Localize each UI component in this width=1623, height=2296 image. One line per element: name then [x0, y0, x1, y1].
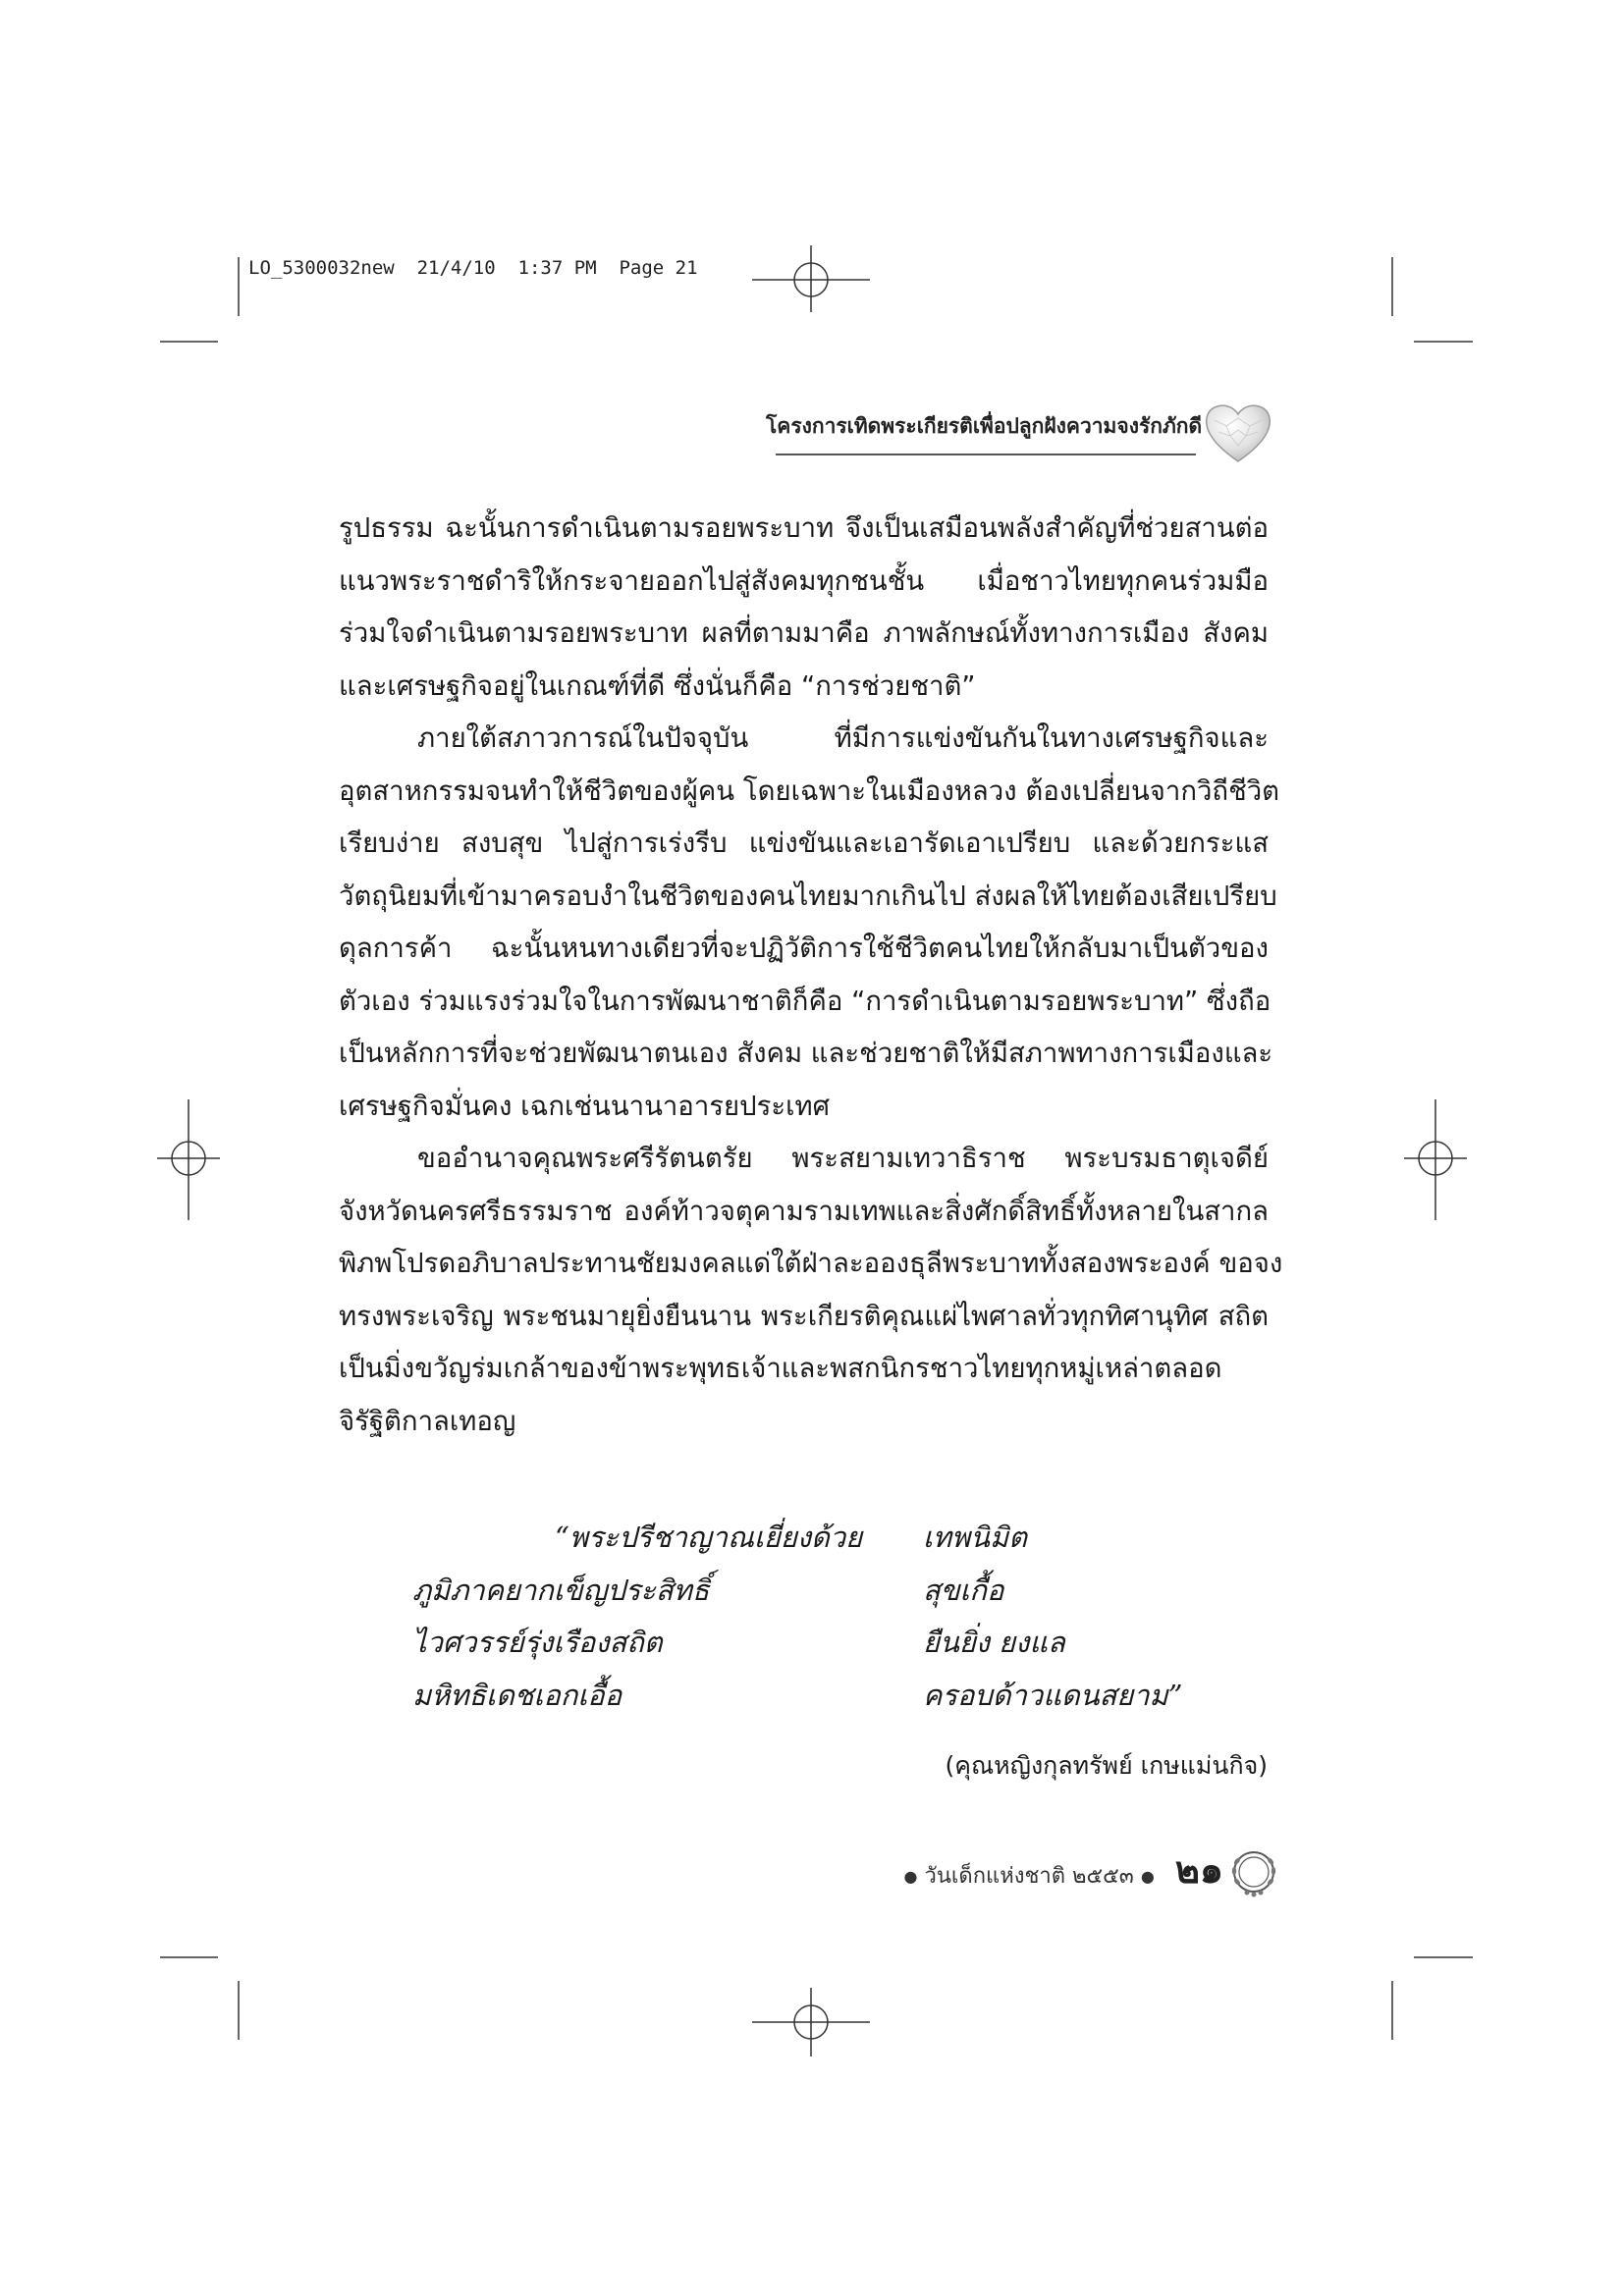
poem-line-left: ไวศวรรย์รุ่งเรืองสถิต [412, 1626, 663, 1659]
page-footer [904, 1845, 1223, 1901]
print-slug: LO_5300032new 21/4/10 1:37 PM Page 21 [248, 257, 698, 279]
paragraph-2-line: เรียบง่าย สงบสุข ไปสู่การเร่งรีบ แข่งขันและเอารัดเอาเปรียบ และด้วยกระแส [339, 828, 1269, 859]
poem-line-right: ยืนยิ่ง ยงแล [923, 1626, 1065, 1659]
registration-mark-icon [752, 1988, 870, 2056]
paragraph-3-line: จังหวัดนครศรีธรรมราช องค์ท้าวจตุคามรามเทพและสิ่งศักดิ์สิทธิ์ทั้งหลายในสากล [339, 1195, 1269, 1227]
running-head-rule [776, 454, 1196, 455]
paragraph-1-line: รูปธรรม ฉะนั้นการดำเนินตามรอยพระบาท จึงเป็นเสมือนพลังสำคัญที่ช่วยสานต่อ [339, 512, 1269, 544]
paragraph-2-line: ภายใต้สภาวการณ์ในปัจจุบัน ที่มีการแข่งขันกันในทางเศรษฐกิจและ [417, 722, 1269, 754]
heart-ornament-icon [1203, 400, 1273, 465]
poem-attribution: (คุณหญิงกุลทรัพย์ เกษแม่นกิจ) [945, 1751, 1268, 1780]
poem-line-right: สุขเกื้อ [923, 1573, 1004, 1607]
paragraph-3-line: จิรัฐิติกาลเทอญ [339, 1405, 516, 1437]
poem-line [412, 1670, 1276, 1723]
paragraph-3-line: เป็นมิ่งขวัญร่มเกล้าของข้าพระพุทธเจ้าและพสกนิกรชาวไทยทุกหมู่เหล่าตลอด [339, 1353, 1222, 1384]
registration-mark-icon [1404, 1099, 1467, 1220]
paragraph-1-line: ร่วมใจดำเนินตามรอยพระบาท ผลที่ตามมาคือ ภาพลักษณ์ทั้งทางการเมือง สังคม [339, 617, 1269, 649]
poem-line-left: “พระปรีชาญาณเยี่ยงด้วย [555, 1521, 863, 1554]
bullet-icon: ● [1140, 1867, 1155, 1886]
paragraph-3-line: พิภพโปรดอภิบาลประทานชัยมงคลแด่ใต้ฝ่าละอองธุลีพระบาททั้งสองพระองค์ ขอจง [339, 1248, 1283, 1279]
poem-line-left: มหิทธิเดชเอกเอื้อ [412, 1678, 622, 1712]
paragraph-1-line: แนวพระราชดำริให้กระจายออกไปสู่สังคมทุกชนชั้น เมื่อชาวไทยทุกคนร่วมมือ [339, 564, 1269, 597]
poem-line [412, 1565, 1276, 1618]
poem-line-left: ภูมิภาคยากเข็ญประสิทธิ์ [412, 1573, 710, 1607]
paragraph-2-line: ดุลการค้า ฉะนั้นหนทางเดียวที่จะปฏิวัติการใช้ชีวิตคนไทยให้กลับมาเป็นตัวของ [339, 933, 1269, 964]
bullet-icon: ● [903, 1867, 918, 1886]
paragraph-2-line: วัตถุนิยมที่เข้ามาครอบงำในชีวิตของคนไทยมากเกินไป ส่งผลให้ไทยต้องเสียเปรียบ [339, 880, 1277, 912]
publication-name: วันเด็กแห่งชาติ ๒๕๕๓ [924, 1864, 1134, 1889]
paragraph-2-line: เป็นหลักการที่จะช่วยพัฒนาตนเอง สังคม และช่วยชาติให้มีสภาพทางการเมืองและ [339, 1038, 1273, 1069]
paragraph-1-line: และเศรษฐกิจอยู่ในเกณฑ์ที่ดี ซึ่งนั่นก็คือ “การช่วยชาติ” [339, 669, 976, 702]
body-text [339, 503, 1283, 1448]
paragraph-3-line: ขออำนาจคุณพระศรีรัตนตรัย พระสยามเทวาธิราช พระบรมธาตุเจดีย์ [417, 1143, 1269, 1174]
poem-line [412, 1512, 1276, 1565]
page-number: ๒๑ [1174, 1848, 1223, 1892]
wreath-ornament-icon [1225, 1843, 1282, 1900]
running-head: โครงการเทิดพระเกียรติเพื่อปลูกฝังความจงรักภักดี [766, 413, 1203, 438]
poem-line [412, 1617, 1276, 1670]
poem-line-right: ครอบด้าวแดนสยาม” [923, 1678, 1183, 1712]
poem-line-right: เทพนิมิต [923, 1521, 1027, 1554]
registration-mark-icon [752, 245, 870, 312]
paragraph-2-line: อุตสาหกรรมจนทำให้ชีวิตของผู้คน โดยเฉพาะในเมืองหลวง ต้องเปลี่ยนจากวิถีชีวิต [339, 774, 1280, 807]
paragraph-3-line: ทรงพระเจริญ พระชนมายุยิ่งยืนนาน พระเกียรติคุณแผ่ไพศาลทั่วทุกทิศานุทิศ สถิต [339, 1300, 1269, 1332]
registration-mark-icon [157, 1099, 220, 1220]
paragraph-2-line: ตัวเอง ร่วมแรงร่วมใจในการพัฒนาชาติก็คือ “การดำเนินตามรอยพระบาท” ซึ่งถือ [339, 985, 1271, 1017]
paragraph-2-line: เศรษฐกิจมั่นคง เฉกเช่นนานาอารยประเทศ [339, 1090, 831, 1122]
poem [412, 1512, 1276, 1722]
